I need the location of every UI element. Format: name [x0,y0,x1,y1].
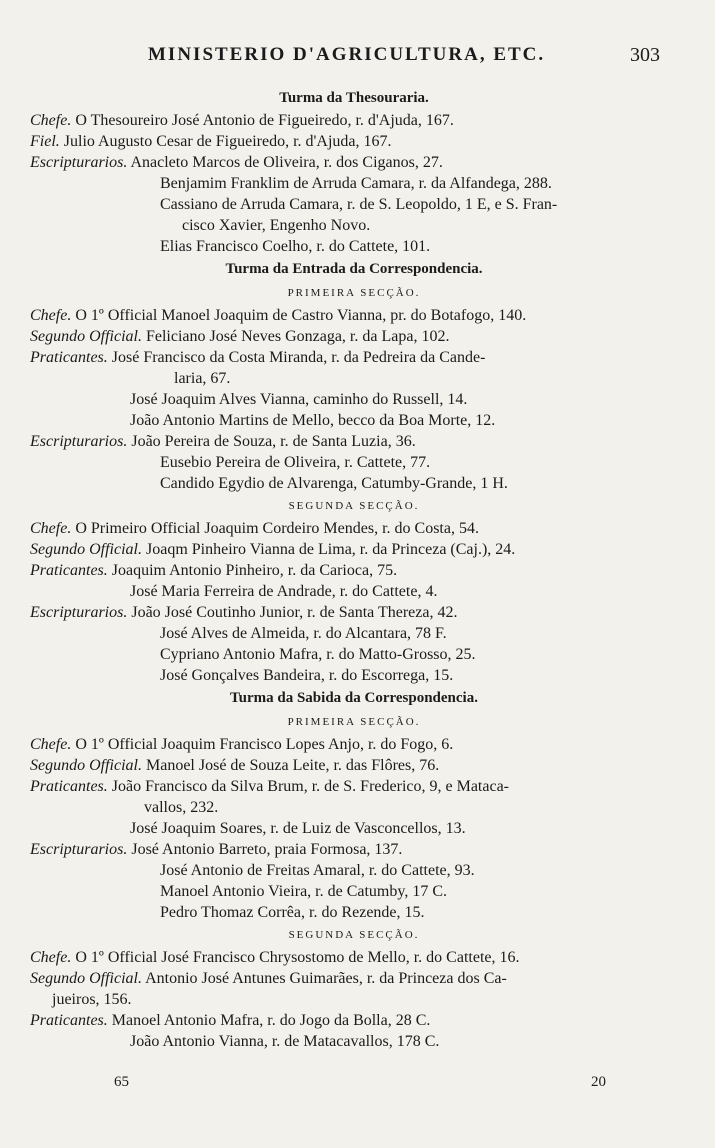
directory-entry [30,797,678,818]
directory-entry [30,173,678,194]
entry-text: O 1º Official José Francisco Chrysostomo de Mello, r. do Cattete, 16. [75,949,520,966]
entry-role: Chefe. [30,307,72,324]
entry-text: O 1º Official Manoel Joaquim de Castro Vianna, pr. do Botafogo, 140. [75,307,527,324]
directory-entry [30,623,678,644]
directory-entry [30,968,678,989]
entry-text: José Joaquim Soares, r. de Luiz de Vasconcellos, 13. [130,820,466,837]
entry-role: Segundo Official. [30,328,142,345]
entry-text: O Thesoureiro José Antonio de Figueiredo, r. d'Ajuda, 167. [75,112,454,129]
entry-text: Antonio José Antunes Guimarães, r. da Princeza dos Ca- [145,970,507,987]
entry-text: João Pereira de Souza, r. de Santa Luzia, 36. [131,433,416,450]
directory-entry [30,644,678,665]
entry-text: jueiros, 156. [52,991,132,1008]
directory-entry [30,110,678,131]
entry-role: Praticantes. [30,778,108,795]
section-title: Turma da Thesouraria. [279,90,429,106]
entry-text: Candido Egydio de Alvarenga, Catumby-Grande, 1 H. [160,475,508,492]
directory-entry [30,1010,678,1031]
entry-text: José Alves de Almeida, r. do Alcantara, 78 F. [160,625,447,642]
subsection-title: PRIMEIRA SECÇÃO. [287,287,421,299]
entry-text: Benjamim Franklim de Arruda Camara, r. da Alfandega, 288. [160,175,552,192]
entry-text: vallos, 232. [144,799,219,816]
directory-entry [30,776,678,797]
directory-entry [30,410,678,431]
entry-text: José Antonio de Freitas Amaral, r. do Cattete, 93. [160,862,475,879]
entry-text: Eusebio Pereira de Oliveira, r. Cattete, 77. [160,454,431,471]
page-footer [0,1074,715,1098]
entry-text: cisco Xavier, Engenho Novo. [182,217,371,234]
entry-text: Cypriano Antonio Mafra, r. do Matto-Grosso, 25. [160,646,476,663]
entry-text: João Francisco da Silva Brum, r. de S. Frederico, 9, e Mataca- [111,778,509,795]
entry-role: Segundo Official. [30,970,142,987]
entry-role: Chefe. [30,112,72,129]
directory-entry [30,215,678,236]
entry-text: José Maria Ferreira de Andrade, r. do Cattete, 4. [130,583,438,600]
directory-entry [30,839,678,860]
entry-text: Joaquim Antonio Pinheiro, r. da Carioca, 75. [111,562,398,579]
entry-role: Escripturarios. [30,433,128,450]
subsection-title: SEGUNDA SECÇÃO. [288,929,420,941]
signature-mark-left: 65 [114,1074,129,1090]
entry-role: Praticantes. [30,1012,108,1029]
entry-role: Escripturarios. [30,154,128,171]
section-block [30,257,678,686]
entry-text: João José Coutinho Junior, r. de Santa Thereza, 42. [131,604,458,621]
running-title: MINISTERIO D'AGRICULTURA, ETC. [148,44,546,65]
directory-entry [30,665,678,686]
entry-text: Julio Augusto Cesar de Figueiredo, r. d'Ajuda, 167. [63,133,392,150]
subsection-title: SEGUNDA SECÇÃO. [288,500,420,512]
entry-role: Escripturarios. [30,841,128,858]
entry-text: José Gonçalves Bandeira, r. do Escorrega, 15. [160,667,454,684]
directory-entry [30,902,678,923]
entry-role: Praticantes. [30,562,108,579]
entry-role: Escripturarios. [30,604,128,621]
entry-text: O 1º Official Joaquim Francisco Lopes Anjo, r. do Fogo, 6. [75,736,454,753]
directory-entry [30,473,678,494]
directory-entry [30,236,678,257]
section-title: Turma da Entrada da Correspondencia. [225,261,483,277]
directory-entry [30,431,678,452]
directory-entry [30,818,678,839]
directory-entry [30,560,678,581]
directory-entry [30,989,678,1010]
entry-role: Praticantes. [30,349,108,366]
directory-entry [30,326,678,347]
page-body [30,86,678,1052]
directory-entry [30,347,678,368]
entry-role: Segundo Official. [30,757,142,774]
directory-entry [30,755,678,776]
directory-entry [30,452,678,473]
page-header [0,44,715,74]
section-block [30,686,678,1052]
directory-entry [30,947,678,968]
entry-text: Manoel José de Souza Leite, r. das Flôres, 76. [145,757,440,774]
entry-text: Anacleto Marcos de Oliveira, r. dos Ciganos, 27. [130,154,443,171]
directory-entry [30,194,678,215]
directory-entry [30,539,678,560]
directory-entry [30,368,678,389]
entry-text: José Joaquim Alves Vianna, caminho do Russell, 14. [130,391,468,408]
entry-role: Chefe. [30,520,72,537]
entry-text: O Primeiro Official Joaquim Cordeiro Mendes, r. do Costa, 54. [75,520,479,537]
entry-text: José Francisco da Costa Miranda, r. da Pedreira da Cande- [111,349,486,366]
signature-mark-right: 20 [591,1074,606,1090]
entry-text: João Antonio Vianna, r. de Matacavallos, 178 C. [130,1033,440,1050]
entry-role: Chefe. [30,949,72,966]
directory-entry [30,518,678,539]
entry-text: Feliciano José Neves Gonzaga, r. da Lapa, 102. [145,328,450,345]
section-title: Turma da Sabida da Correspondencia. [230,690,478,706]
entry-text: Cassiano de Arruda Camara, r. de S. Leopoldo, 1 E, e S. Fran- [160,196,558,213]
directory-entry [30,881,678,902]
directory-entry [30,734,678,755]
subsection-title: PRIMEIRA SECÇÃO. [287,716,421,728]
directory-entry [30,305,678,326]
entry-role: Fiel. [30,133,60,150]
entry-text: José Antonio Barreto, praia Formosa, 137. [131,841,403,858]
section-block [30,86,678,257]
entry-text: João Antonio Martins de Mello, becco da Boa Morte, 12. [130,412,496,429]
entry-text: Joaqm Pinheiro Vianna de Lima, r. da Princeza (Caj.), 24. [145,541,516,558]
entry-role: Segundo Official. [30,541,142,558]
entry-text: Pedro Thomaz Corrêa, r. do Rezende, 15. [160,904,425,921]
entry-text: laria, 67. [174,370,231,387]
directory-entry [30,131,678,152]
directory-entry [30,860,678,881]
entry-role: Chefe. [30,736,72,753]
entry-text: Elias Francisco Coelho, r. do Cattete, 101. [160,238,431,255]
directory-entry [30,152,678,173]
directory-entry [30,389,678,410]
entry-text: Manoel Antonio Mafra, r. do Jogo da Bolla, 28 C. [111,1012,431,1029]
directory-entry [30,1031,678,1052]
page-number: 303 [630,44,660,66]
directory-entry [30,581,678,602]
directory-entry [30,602,678,623]
entry-text: Manoel Antonio Vieira, r. de Catumby, 17 C. [160,883,448,900]
